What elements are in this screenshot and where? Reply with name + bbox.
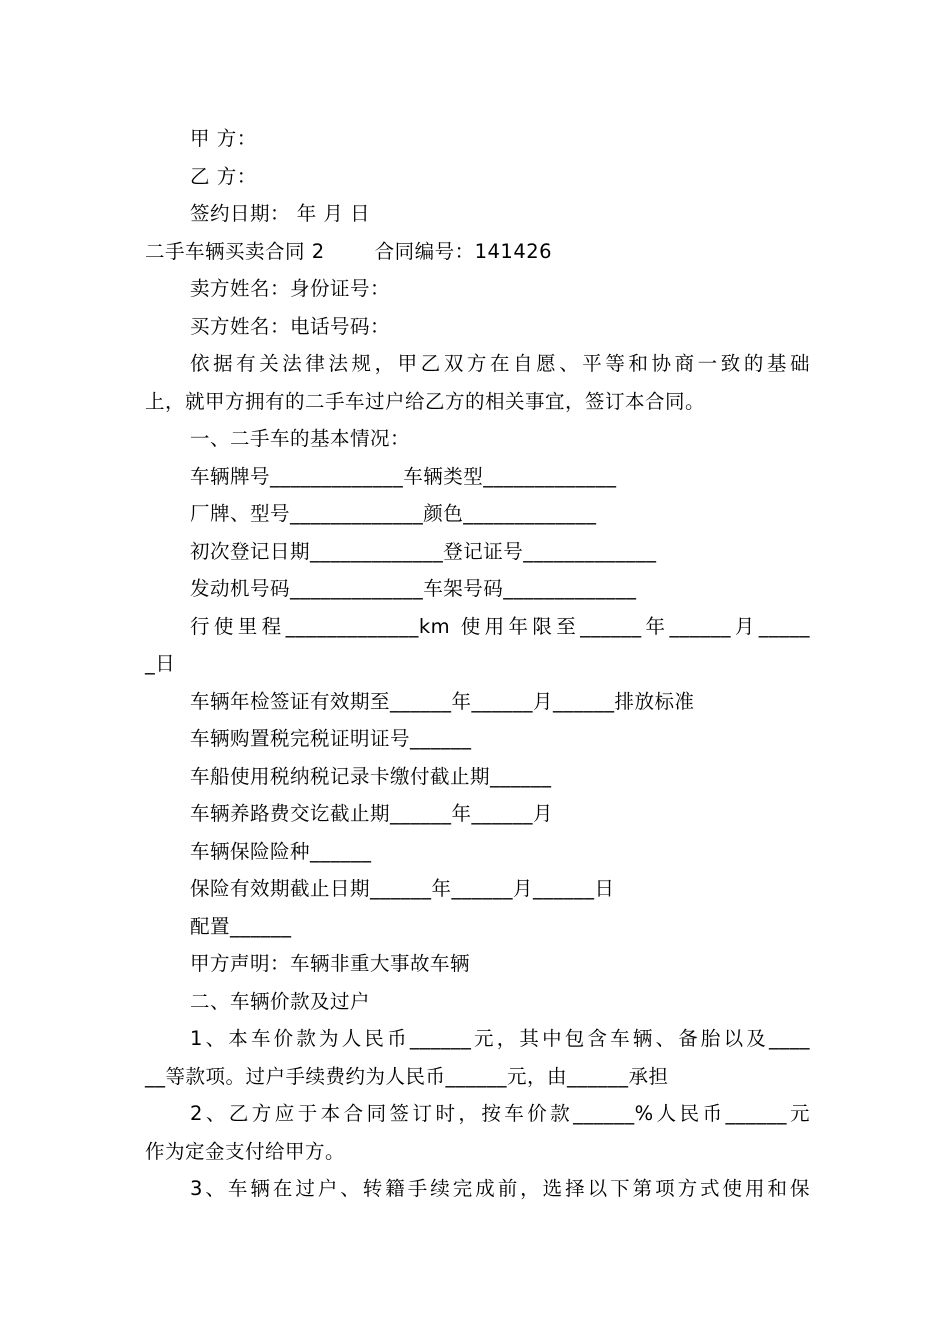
document-line: [145, 495, 810, 533]
document-line: [145, 758, 810, 796]
line-text: 2、乙方应于本合同签订时，按车价款______%人民币______元: [190, 1102, 810, 1125]
line-text: 保险有效期截止日期______年______月______日: [190, 877, 615, 900]
document-line: [145, 533, 810, 571]
document-line: [145, 795, 810, 833]
contract-number: 合同编号：141426: [374, 239, 553, 263]
line-text: 车辆购置税完税证明证号______: [190, 727, 472, 750]
document-line: [145, 158, 810, 196]
line-text: 上，就甲方拥有的二手车过户给乙方的相关事宜，签订本合同。: [145, 389, 706, 413]
document-line: [145, 1170, 810, 1208]
line-text: 乙 方：: [190, 164, 257, 188]
document-line: [145, 720, 810, 758]
document-line: [145, 345, 810, 383]
document-line: [145, 833, 810, 871]
line-text: 二手车辆买卖合同 2: [145, 239, 325, 263]
line-text: 车辆年检签证有效期至______年______月______排放标准: [190, 689, 695, 713]
line-text: 签约日期： 年 月 日: [190, 202, 371, 225]
document-line: [145, 308, 810, 346]
line-text: 依据有关法律法规，甲乙双方在自愿、平等和协商一致的基础: [190, 352, 810, 375]
line-text: 3、车辆在过户、转籍手续完成前，选择以下第项方式使用和保: [190, 1177, 810, 1200]
line-text: 甲方声明：车辆非重大事故车辆: [190, 952, 471, 975]
line-text: 二、车辆价款及过户: [190, 989, 371, 1013]
line-text: __等款项。过户手续费约为人民币______元，由______承担: [145, 1064, 669, 1088]
line-text: 发动机号码_____________车架号码_____________: [190, 577, 637, 600]
document-line: [145, 608, 810, 646]
line-text: 甲 方：: [190, 127, 257, 150]
line-text: 作为定金支付给甲方。: [145, 1139, 346, 1163]
document-line: [145, 233, 810, 271]
line-text: 厂牌、型号_____________颜色_____________: [190, 502, 597, 525]
line-text: 车辆保险险种______: [190, 839, 372, 863]
document-line: [145, 383, 810, 421]
document-line: [145, 645, 810, 683]
document-line: [145, 983, 810, 1021]
document-line: [145, 870, 810, 908]
line-text: _日: [145, 652, 176, 675]
line-text: 初次登记日期_____________登记证号_____________: [190, 539, 657, 563]
document-line: [145, 570, 810, 608]
line-text: 卖方姓名：身份证号：: [190, 277, 391, 300]
line-text: 一、二手车的基本情况：: [190, 427, 411, 450]
document-line: [145, 420, 810, 458]
line-text: 车辆牌号_____________车辆类型_____________: [190, 464, 617, 488]
document-line: [145, 908, 810, 946]
line-text: 1、本车价款为人民币______元，其中包含车辆、备胎以及____: [190, 1027, 810, 1050]
line-text: 车船使用税纳税记录卡缴付截止期______: [190, 764, 552, 788]
line-text: 车辆养路费交讫截止期______年______月: [190, 802, 554, 825]
document-line: [145, 120, 810, 158]
document-line: [145, 945, 810, 983]
document-line: [145, 1133, 810, 1171]
line-text: 买方姓名：电话号码：: [190, 314, 391, 338]
document-line: [145, 458, 810, 496]
document-line: [145, 683, 810, 721]
document-line: [145, 1020, 810, 1058]
line-text: 配置______: [190, 914, 292, 938]
document-line: [145, 195, 810, 233]
document-line: [145, 1058, 810, 1096]
document-line: [145, 270, 810, 308]
document-line: [145, 1095, 810, 1133]
line-text: 行使里程_____________km 使用年限至______年______月_____: [190, 614, 810, 638]
contract-body: [145, 120, 810, 1208]
